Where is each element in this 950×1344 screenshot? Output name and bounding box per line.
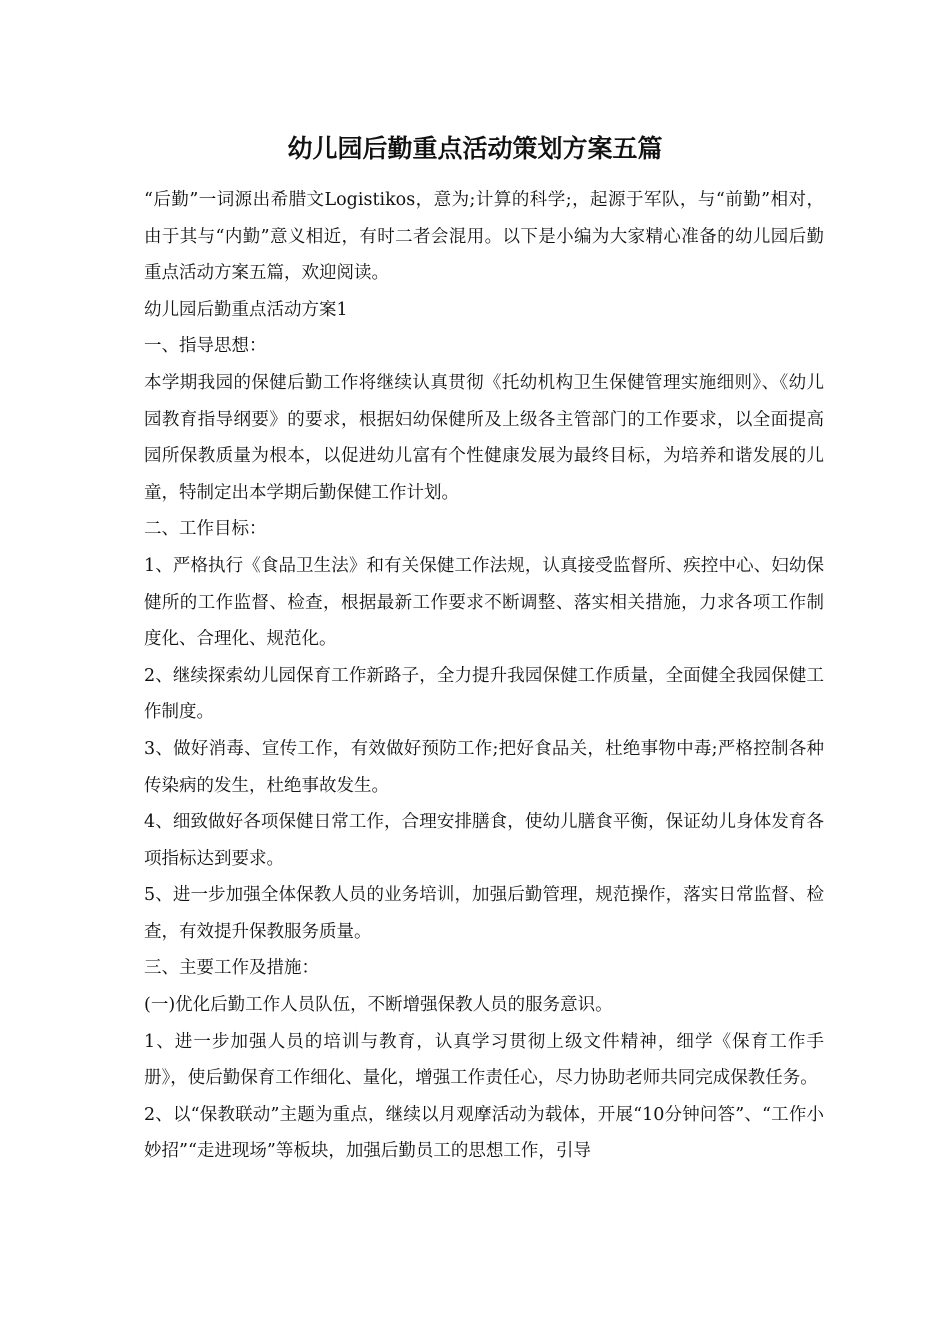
document-body	[144, 182, 824, 1170]
goal-item-4: 4、细致做好各项保健日常工作，合理安排膳食，使幼儿膳食平衡，保证幼儿身体发育各项指标达到要求。	[144, 812, 824, 869]
measure-item-2: 2、以“保教联动”主题为重点，继续以月观摩活动为载体，开展“10分钟问答”、“工作小妙招”“走进现场”等板块，加强后勤员工的思想工作，引导	[144, 1104, 824, 1162]
goal-item-2: 2、继续探索幼儿园保育工作新路子，全力提升我园保健工作质量，全面健全我园保健工作制度。	[144, 665, 824, 723]
heading-work-goals: 二、工作目标：	[144, 519, 267, 540]
goal-item-1: 1、严格执行《食品卫生法》和有关保健工作法规，认真接受监督所、疾控中心、妇幼保健所的工作监督、检查，根据最新工作要求不断调整、落实相关措施，力求各项工作制度化、合理化、规范化。	[144, 555, 824, 650]
heading-main-work: 三、主要工作及措施：	[144, 958, 319, 979]
subheading-optimize-staff: (一)优化后勤工作人员队伍，不断增强保教人员的服务意识。	[144, 995, 613, 1016]
section-heading-plan-1: 幼儿园后勤重点活动方案1	[144, 299, 348, 320]
goal-item-5: 5、进一步加强全体保教人员的业务培训，加强后勤管理，规范操作，落实日常监督、检查，有效提升保教服务质量。	[144, 885, 824, 942]
measure-item-1: 1、进一步加强人员的培训与教育，认真学习贯彻上级文件精神，细学《保育工作手册》，使后勤保育工作细化、量化，增强工作责任心，尽力协助老师共同完成保教任务。	[144, 1031, 824, 1089]
goal-item-3: 3、做好消毒、宣传工作，有效做好预防工作;把好食品关，杜绝事物中毒;严格控制各种传染病的发生，杜绝事故发生。	[144, 738, 824, 796]
document-title: 幼儿园后勤重点活动策划方案五篇	[287, 134, 663, 163]
heading-guiding-ideology: 一、指导思想：	[144, 336, 267, 357]
intro-paragraph: “后勤”一词源出希腊文Logistikos，意为;计算的科学;，起源于军队，与“前勤”相对，由于其与“内勤”意义相近，有时二者会混用。以下是小编为大家精心准备的幼儿园后勤重点活动方案五篇，欢迎阅读。	[144, 190, 824, 284]
paragraph-guiding-ideology: 本学期我园的保健后勤工作将继续认真贯彻《托幼机构卫生保健管理实施细则》、《幼儿园教育指导纲要》的要求，根据妇幼保健所及上级各主管部门的工作要求，以全面提高园所保教质量为根本，以促进幼儿富有个性健康发展为最终目标，为培养和谐发展的儿童，特制定出本学期后勤保健工作计划。	[144, 372, 824, 503]
